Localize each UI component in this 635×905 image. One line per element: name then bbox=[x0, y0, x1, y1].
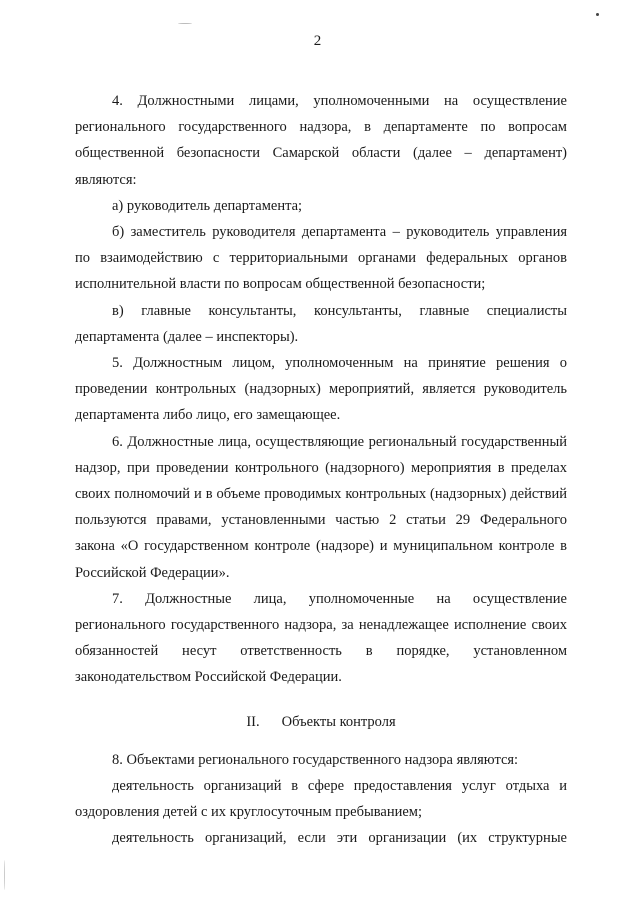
scan-speck bbox=[178, 23, 192, 24]
section-title: Объекты контроля bbox=[281, 713, 396, 730]
paragraph-4: 4. Должностными лицами, уполномоченными на осуществление регионального государственного надзора, в департаменте по вопросам общественной безопасности Самарской области (далее – департамент) являются: bbox=[75, 93, 567, 188]
paragraph-8a: деятельность организаций в сфере предоставления услуг отдыха и оздоровления детей с их круглосуточным пребыванием; bbox=[75, 778, 567, 821]
paragraph-4b: б) заместитель руководителя департамента – руководитель управления по взаимодействию с территориальными органами федеральных органов исполнительной власти по вопросам общественной безопасности; bbox=[75, 224, 567, 293]
paragraph-6: 6. Должностные лица, осуществляющие региональный государственный надзор, при проведении контрольного (надзорного) мероприятия в пределах своих полномочий и в объеме проводимых контрольных (надзорных) действий пользуются правами, установленными частью 2 статьи 29 Федерального закона «О государственном контроле (надзоре) и муниципальном контроле в Российской Федерации». bbox=[75, 433, 567, 581]
section-heading bbox=[75, 709, 567, 735]
paragraph-8b: деятельность организаций, если эти организации (их структурные bbox=[112, 830, 567, 847]
paragraph-4a: а) руководитель департамента; bbox=[112, 197, 303, 214]
scan-speck bbox=[4, 860, 5, 890]
page-number: 2 bbox=[313, 33, 322, 49]
paragraph-5: 5. Должностным лицом, уполномоченным на принятие решения о проведении контрольных (надзорных) мероприятий, является руководитель департамента либо лицо, его замещающее. bbox=[75, 355, 567, 424]
paragraph-7: 7. Должностные лица, уполномоченные на осуществление регионального государственного надзора, за ненадлежащее исполнение своих обязанностей несут ответственность в порядке, установленном законодательством Российской Федерации. bbox=[75, 590, 567, 686]
document-body bbox=[75, 88, 567, 852]
section-number: II. bbox=[246, 713, 260, 730]
scan-speck bbox=[596, 13, 599, 16]
paragraph-4v: в) главные консультанты, консультанты, главные специалисты департамента (далее – инспекторы). bbox=[75, 302, 567, 345]
paragraph-8: 8. Объектами регионального государственного надзора являются: bbox=[112, 751, 519, 768]
